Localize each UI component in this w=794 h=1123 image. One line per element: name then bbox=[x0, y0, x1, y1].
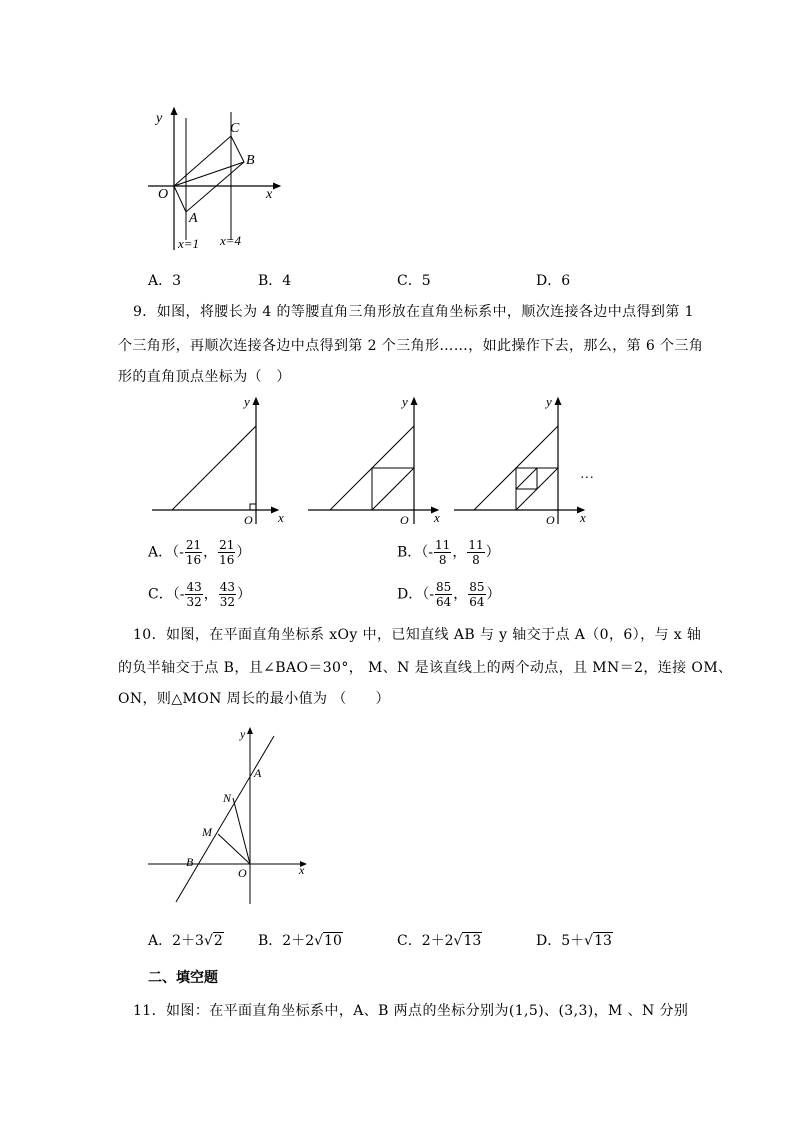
label-x1: x=1 bbox=[178, 236, 200, 251]
svg-text:x: x bbox=[299, 863, 305, 877]
panel-2 bbox=[308, 394, 440, 527]
label-A: A bbox=[189, 211, 198, 226]
figure-q10 bbox=[146, 724, 316, 910]
svg-text:O: O bbox=[546, 513, 555, 527]
q9-option-c[interactable]: C．（- $\frac{43}{32}$ ， $\frac{43}{32}$ ） bbox=[148, 580, 252, 609]
label-C: C bbox=[230, 121, 240, 136]
svg-text:···: ··· bbox=[580, 471, 594, 486]
svg-text:y: y bbox=[546, 394, 552, 409]
q10-option-d[interactable]: D．5＋√13 bbox=[536, 933, 612, 949]
q9-line-2: 个三角形，再顺次连接各边中点得到第 2 个三角形……，如此操作下去，那么，第 6 个三角 bbox=[118, 338, 704, 354]
figure-q8 bbox=[140, 100, 300, 260]
svg-text:N: N bbox=[223, 791, 232, 805]
segment-OM bbox=[218, 834, 250, 864]
svg-text:y: y bbox=[240, 727, 246, 741]
q9-option-a[interactable]: A．（- $\frac{21}{16}$ ， $\frac{21}{16}$ ） bbox=[148, 538, 251, 567]
q8-option-c[interactable]: C．5 bbox=[397, 273, 431, 289]
svg-text:y: y bbox=[402, 394, 408, 409]
q9-option-b[interactable]: B．（- $\frac{11}{8}$ ， $\frac{11}{8}$ ） bbox=[397, 538, 500, 567]
svg-text:O: O bbox=[244, 513, 253, 527]
segment-OB bbox=[174, 162, 244, 186]
svg-text:x: x bbox=[278, 510, 284, 525]
section-fill-in-heading: 二、填空题 bbox=[148, 970, 218, 986]
panel-3 bbox=[454, 394, 594, 527]
label-y: y bbox=[156, 111, 163, 126]
q9-option-d[interactable]: D．（- $\frac{85}{64}$ ， $\frac{85}{64}$ ） bbox=[397, 580, 501, 609]
q10-line-3: ON，则△MON 周长的最小值为 （ ） bbox=[118, 691, 390, 707]
svg-text:O: O bbox=[238, 866, 247, 880]
q8-option-a[interactable]: A．3 bbox=[148, 273, 182, 289]
svg-text:M: M bbox=[202, 825, 212, 839]
line-AB bbox=[176, 736, 274, 902]
svg-text:x: x bbox=[580, 510, 586, 525]
label-x: x bbox=[266, 187, 273, 202]
q10-line-1: 10．如图，在平面直角坐标系 xOy 中，已知直线 AB 与 y 轴交于点 A（0，6），与 x 轴 bbox=[133, 627, 702, 643]
q10-option-b[interactable]: B．2＋2√10 bbox=[258, 933, 342, 949]
q10-option-a[interactable]: A．2＋3√2 bbox=[148, 933, 223, 949]
segment-ON bbox=[233, 798, 250, 864]
panel-1 bbox=[152, 394, 284, 527]
q8-option-d[interactable]: D．6 bbox=[536, 273, 571, 289]
svg-text:B: B bbox=[186, 855, 194, 869]
label-O: O bbox=[158, 187, 169, 202]
svg-text:A: A bbox=[254, 766, 262, 780]
label-x4: x=4 bbox=[220, 233, 242, 248]
q11-line-1: 11．如图：在平面直角坐标系中，A、B 两点的坐标分别为(1,5)、(3,3)，M 、N 分别 bbox=[133, 1003, 689, 1019]
figure-q9 bbox=[148, 392, 608, 532]
q10-option-c[interactable]: C．2＋2√13 bbox=[397, 933, 482, 949]
q9-line-3: 形的直角顶点坐标为（ ） bbox=[118, 369, 291, 385]
q9-line-1: 9．如图，将腰长为 4 的等腰直角三角形放在直角坐标系中，顺次连接各边中点得到第 1 bbox=[133, 304, 694, 320]
svg-text:O: O bbox=[400, 513, 409, 527]
label-B: B bbox=[246, 153, 255, 168]
svg-text:x: x bbox=[434, 510, 440, 525]
q8-option-b[interactable]: B．4 bbox=[258, 273, 292, 289]
q10-line-2: 的负半轴交于点 B，且∠BAO＝30°， M、N 是该直线上的两个动点，且 MN＝2，连接 OM、 bbox=[118, 660, 733, 676]
svg-text:y: y bbox=[244, 394, 250, 409]
